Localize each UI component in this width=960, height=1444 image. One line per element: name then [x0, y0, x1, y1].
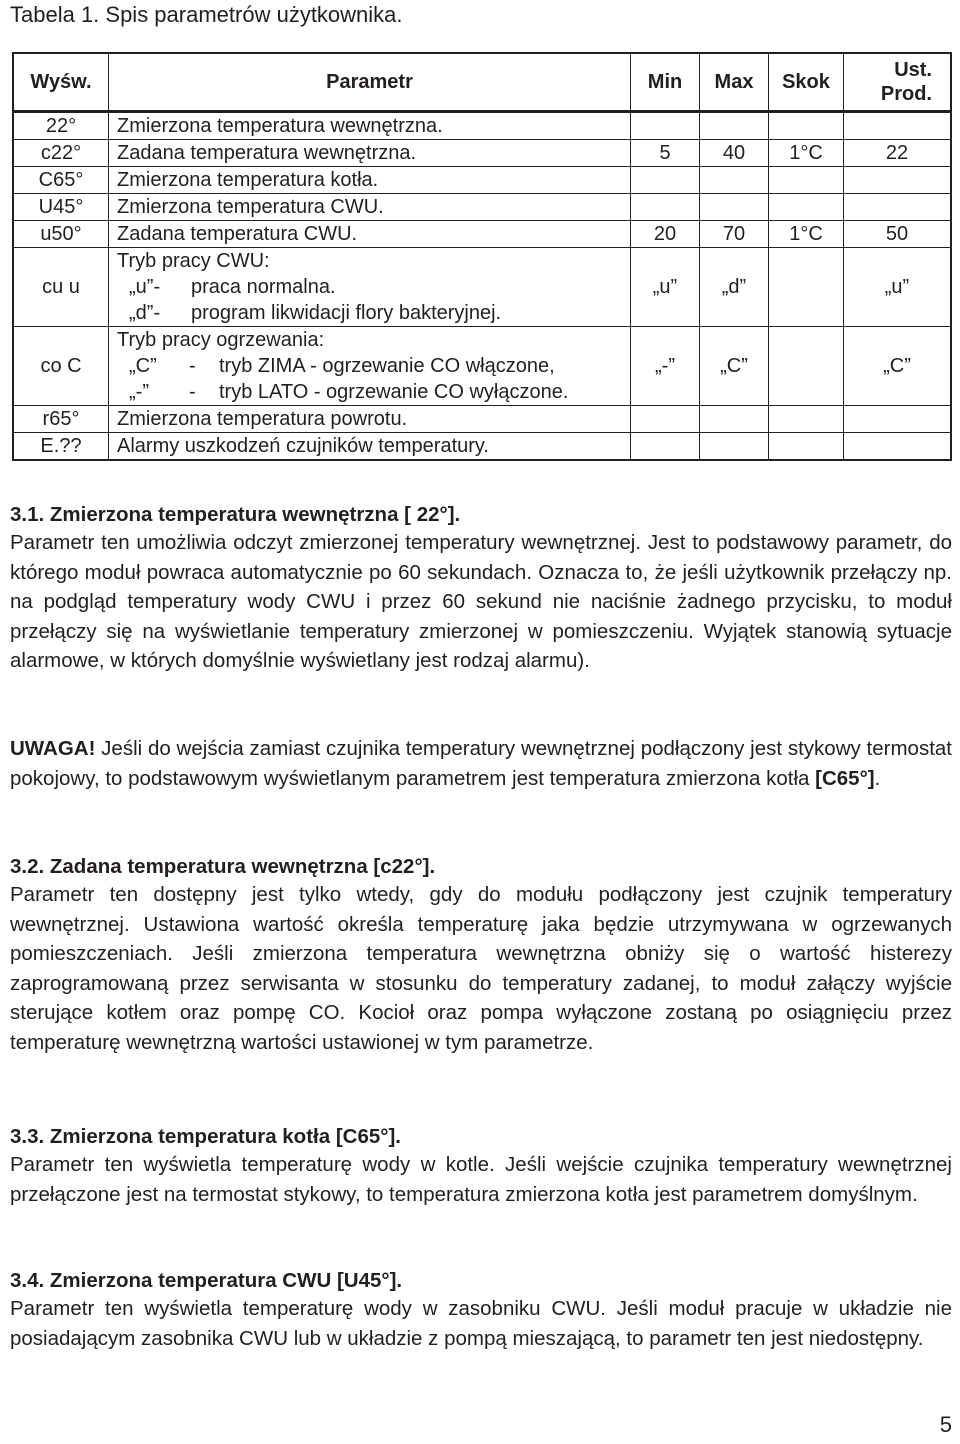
option-key: „C”	[129, 355, 157, 377]
row-step	[769, 167, 844, 194]
row-desc	[109, 327, 631, 406]
table-caption: Tabela 1. Spis parametrów użytkownika.	[10, 2, 403, 27]
row-default	[844, 433, 952, 461]
header-code: Wyśw.	[13, 53, 109, 112]
row-code: u50°	[13, 221, 109, 248]
table-row	[13, 433, 951, 461]
option-key: „d”-	[129, 302, 161, 324]
section-3-1-body: Parametr ten umożliwia odczyt zmierzonej temperatury wewnętrznej. Jest to podstawowy parametr, do którego moduł powraca automatycznie po 60 sekundach. Oznacza to, że jeśli użytkownik przełączy np. na podgląd temperatury wody CWU i przez 60 sekund nie naciśnie żadnego przycisku, to moduł przełączy się na wyświetlanie temperatury zmierzonej w pomieszczeniu. Wyjątek stanowią sytuacje alarmowe, w których domyślnie wyświetlany jest rodzaj alarmu).	[10, 531, 952, 672]
row-default	[844, 406, 952, 433]
row-min	[631, 406, 700, 433]
warning-end: .	[874, 766, 881, 790]
header-max: Max	[700, 53, 769, 112]
row-default	[844, 167, 952, 194]
header-step: Skok	[769, 53, 844, 112]
row-min: „-”	[631, 327, 700, 406]
row-default	[844, 112, 952, 140]
header-default: Ust. Prod.	[844, 53, 952, 112]
heating-option-winter	[117, 353, 626, 379]
row-min: 5	[631, 140, 700, 167]
row-max	[700, 406, 769, 433]
table-row	[13, 140, 951, 167]
row-min	[631, 167, 700, 194]
row-step	[769, 406, 844, 433]
row-desc: Zmierzona temperatura kotła.	[109, 167, 631, 194]
row-default	[844, 194, 952, 221]
heating-option-summer	[117, 379, 626, 405]
row-code: c22°	[13, 140, 109, 167]
row-code: C65°	[13, 167, 109, 194]
row-step: 1°C	[769, 221, 844, 248]
row-code: r65°	[13, 406, 109, 433]
row-step	[769, 194, 844, 221]
row-max	[700, 112, 769, 140]
row-step	[769, 248, 844, 327]
row-step	[769, 433, 844, 461]
row-min	[631, 194, 700, 221]
row-min	[631, 433, 700, 461]
heating-mode-title: Tryb pracy ogrzewania:	[117, 329, 325, 351]
table-header-row	[13, 53, 951, 112]
row-desc: Zadana temperatura wewnętrzna.	[109, 140, 631, 167]
row-step: 1°C	[769, 140, 844, 167]
table-row	[13, 221, 951, 248]
row-default: 50	[844, 221, 952, 248]
warning-paragraph	[10, 734, 952, 793]
section-3-1-heading: 3.1. Zmierzona temperatura wewnętrzna [ 22°].	[10, 503, 461, 526]
warning-code: [C65°]	[815, 766, 875, 790]
row-step	[769, 327, 844, 406]
table-row	[13, 194, 951, 221]
row-desc: Zmierzona temperatura powrotu.	[109, 406, 631, 433]
option-dash: -	[189, 355, 196, 377]
row-default: „C”	[844, 327, 952, 406]
row-code: U45°	[13, 194, 109, 221]
table-row	[13, 406, 951, 433]
row-desc: Zmierzona temperatura wewnętrzna.	[109, 112, 631, 140]
row-default: „u”	[844, 248, 952, 327]
header-param: Parametr	[109, 53, 631, 112]
warning-label: UWAGA!	[10, 737, 96, 760]
row-min	[631, 112, 700, 140]
row-min: 20	[631, 221, 700, 248]
section-3-3-heading: 3.3. Zmierzona temperatura kotła [C65°].	[10, 1125, 401, 1148]
header-min: Min	[631, 53, 700, 112]
table-row	[13, 112, 951, 140]
row-max: „C”	[700, 327, 769, 406]
table-row	[13, 167, 951, 194]
row-desc: Zadana temperatura CWU.	[109, 221, 631, 248]
option-dash: -	[189, 381, 196, 403]
row-min: „u”	[631, 248, 700, 327]
section-3-2-body: Parametr ten dostępny jest tylko wtedy, gdy do modułu podłączony jest czujnik temperatury wewnętrznej. Ustawiona wartość określa temperaturę jaka będzie utrzymywana w ogrzewanych pomieszczeniach. Jeśli zmierzona temperatura wewnętrzna obniży się o wartość histerezy zaprogramowaną przez serwisanta w stosunku do temperatury zadanej, to moduł załączy wyjście sterujące kotłem oraz pompę CO. Kocioł oraz pompa wyłączone zostaną po osiągnięciu przez temperaturę wewnętrzną wartości ustawionej w tym parametrze.	[10, 883, 952, 1054]
option-desc: praca normalna.	[191, 276, 336, 298]
row-max: 40	[700, 140, 769, 167]
option-desc: program likwidacji flory bakteryjnej.	[191, 302, 502, 324]
row-code: co C	[13, 327, 109, 406]
row-max: „d”	[700, 248, 769, 327]
section-3-4-body: Parametr ten wyświetla temperaturę wody w zasobniku CWU. Jeśli moduł pracuje w układzie nie posiadającym zasobnika CWU lub w układzie z pompą mieszającą, to parametr ten jest niedostępny.	[10, 1297, 952, 1350]
row-max	[700, 433, 769, 461]
row-desc: Alarmy uszkodzeń czujników temperatury.	[109, 433, 631, 461]
section-3-3-body: Parametr ten wyświetla temperaturę wody w kotle. Jeśli wejście czujnika temperatury wewnętrznej przełączone jest na termostat stykowy, to temperatura zmierzona kotła jest parametrem domyślnym.	[10, 1153, 952, 1206]
row-code: cu u	[13, 248, 109, 327]
row-max	[700, 167, 769, 194]
row-default: 22	[844, 140, 952, 167]
option-desc: tryb ZIMA - ogrzewanie CO włączone,	[219, 355, 555, 377]
option-desc: tryb LATO - ogrzewanie CO wyłączone.	[219, 381, 569, 403]
row-max	[700, 194, 769, 221]
option-key: „-”	[129, 381, 149, 403]
cwu-option-normal	[117, 274, 626, 300]
row-code: E.??	[13, 433, 109, 461]
warning-body: Jeśli do wejścia zamiast czujnika temperatury wewnętrznej podłączony jest stykowy termostat pokojowy, to podstawowym wyświetlanym parametrem jest temperatura zmierzona kotła	[10, 737, 952, 790]
row-code: 22°	[13, 112, 109, 140]
table-row-heating-mode	[13, 327, 951, 406]
table-row-cwu-mode	[13, 248, 951, 327]
row-desc	[109, 248, 631, 327]
row-step	[769, 112, 844, 140]
cwu-option-disinfection	[117, 300, 626, 326]
cwu-mode-title: Tryb pracy CWU:	[117, 250, 270, 272]
parameters-table	[12, 52, 952, 461]
option-key: „u”-	[129, 276, 161, 298]
row-max: 70	[700, 221, 769, 248]
section-3-4-heading: 3.4. Zmierzona temperatura CWU [U45°].	[10, 1269, 403, 1292]
page-number: 5	[939, 1412, 952, 1437]
row-desc: Zmierzona temperatura CWU.	[109, 194, 631, 221]
section-3-2-heading: 3.2. Zadana temperatura wewnętrzna [c22°].	[10, 855, 436, 878]
